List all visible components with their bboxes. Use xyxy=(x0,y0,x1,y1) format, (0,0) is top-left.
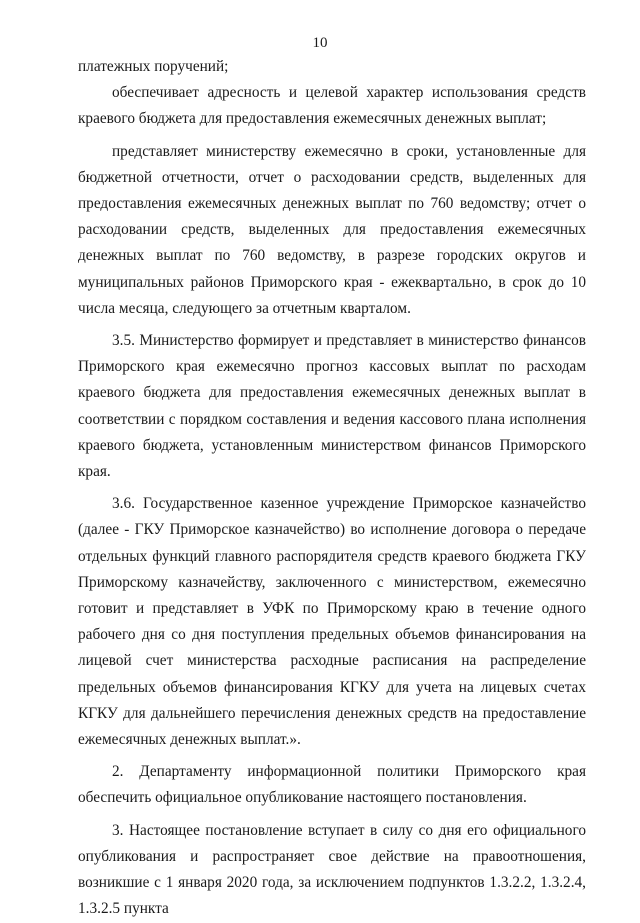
paragraph-reporting: представляет министерству ежемесячно в сроки, установленные для бюджетной отчетности, отчет о расходовании средств, выделенных для предоставления ежемесячных денежных выплат по 760 ведомству; отчет о расходовании средств, выделенных для предоставления ежемесячных денежных выплат по 760 ведомству, в разрезе городских округов и муниципальных районов Приморского края - ежеквартально, в срок до 10 числа месяца, следующего за отчетным кварталом. xyxy=(78,142,586,317)
page-number: 10 xyxy=(312,35,328,51)
paragraph-targeted-use: обеспечивает адресность и целевой характер использования средств краевого бюджета для предоставления ежемесячных денежных выплат; xyxy=(78,84,586,128)
document-body xyxy=(78,54,586,923)
paragraph-item-2: 2. Департаменту информационной политики Приморского края обеспечить официальное опубликование настоящего постановления. xyxy=(78,763,586,807)
paragraph-3-6: 3.6. Государственное казенное учреждение Приморское казначейство (далее - ГКУ Приморское казначейство) во исполнение договора о передаче отдельных функций главного распорядителя средств краевого бюджета ГКУ Приморскому казначейству, заключенного с министерством, ежемесячно готовит и представляет в УФК по Приморскому краю в течение одного рабочего дня со дня поступления предельных объемов финансирования на лицевой счет министерства расходные расписания на распределение предельных объемов финансирования КГКУ для учета на лицевых счетах КГКУ для дальнейшего перечисления денежных средств на предоставление ежемесячных денежных выплат.». xyxy=(78,495,586,749)
paragraph-3-5: 3.5. Министерство формирует и представляет в министерство финансов Приморского края ежемесячно прогноз кассовых выплат по расходам краевого бюджета для предоставления ежемесячных денежных выплат в соответствии с порядком составления и ведения кассового плана исполнения краевого бюджета, установленным министерством финансов Приморского края. xyxy=(78,332,586,481)
paragraph-item-3: 3. Настоящее постановление вступает в силу со дня его официального опубликования и распространяет свое действие на правоотношения, возникшие с 1 января 2020 года, за исключением подпунктов 1.3.2.2, 1.3.2.4, 1.3.2.5 пункта xyxy=(78,821,586,918)
paragraph-continuation: платежных поручений; xyxy=(78,58,229,75)
